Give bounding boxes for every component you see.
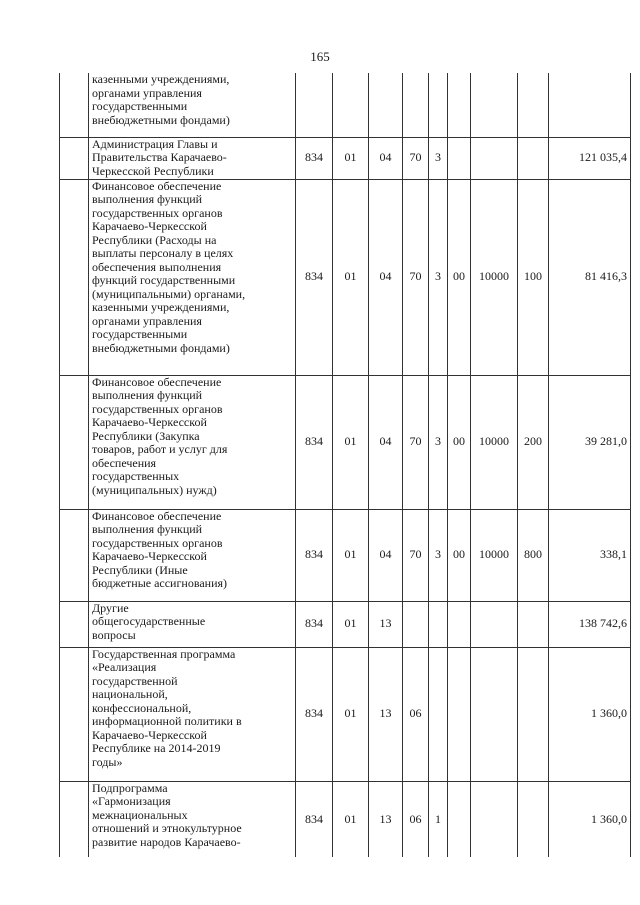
target-code-cell <box>471 601 518 647</box>
description-cell <box>89 73 296 137</box>
expense-type-cell <box>518 781 549 857</box>
direction-code-cell <box>448 781 471 857</box>
expense-type-cell <box>518 647 549 781</box>
description-line: Карачаево-Черкесской <box>92 415 207 429</box>
row-number-cell <box>60 781 89 857</box>
amount-cell: 81 416,3 <box>549 179 631 375</box>
direction-code-cell: 00 <box>448 509 471 601</box>
subprogram-code-cell: 3 <box>429 137 448 179</box>
program-code-cell: 06 <box>403 781 429 857</box>
description-line: Другие <box>92 601 129 615</box>
table-row <box>60 375 631 509</box>
description-line: развитие народов Карачаево- <box>92 834 241 849</box>
subprogram-code-cell: 1 <box>429 781 448 857</box>
description-line: Республики (Расходы на <box>92 232 217 247</box>
subsection-code-cell <box>369 73 403 137</box>
subprogram-code-cell <box>429 601 448 647</box>
table-row <box>60 73 631 137</box>
description-line: государственными <box>92 327 188 341</box>
subsection-code-cell: 04 <box>369 137 403 179</box>
description-line: внебюджетными фондами) <box>92 112 230 127</box>
description-line: выплаты персоналу в целях <box>92 246 234 260</box>
ministry-code-cell: 834 <box>296 647 333 781</box>
description-line: Карачаево-Черкесской <box>92 549 207 563</box>
subprogram-code-cell <box>429 73 448 137</box>
section-code-cell: 01 <box>333 601 369 647</box>
description-line: казенными учреждениями, <box>92 300 230 314</box>
program-code-cell: 70 <box>403 375 429 509</box>
amount-cell: 1 360,0 <box>549 781 631 857</box>
program-code-cell: 70 <box>403 509 429 601</box>
ministry-code-cell: 834 <box>296 375 333 509</box>
description-line: Республики (Закупка <box>92 428 200 443</box>
description-cell <box>89 601 296 647</box>
target-code-cell <box>471 137 518 179</box>
amount-cell: 39 281,0 <box>549 375 631 509</box>
row-number-cell <box>60 179 89 375</box>
table-row <box>60 601 631 647</box>
description-line: Правительства Карачаево- <box>92 150 227 164</box>
description-line: обеспечения <box>92 455 157 470</box>
description-line: Подпрограмма <box>92 781 168 795</box>
description-line: информационной политики в <box>92 714 242 728</box>
description-line: казенными учреждениями, <box>92 73 230 86</box>
description-line: межнациональных <box>92 807 188 822</box>
subprogram-code-cell: 3 <box>429 179 448 375</box>
description-line: государственных органов <box>92 535 223 550</box>
ministry-code-cell: 834 <box>296 781 333 857</box>
expense-type-cell: 100 <box>518 179 549 375</box>
amount-cell: 138 742,6 <box>549 601 631 647</box>
description-line: товаров, работ и услуг для <box>92 442 228 456</box>
table-row <box>60 137 631 179</box>
description-line: вопросы <box>92 627 136 642</box>
row-number-cell <box>60 137 89 179</box>
program-code-cell: 06 <box>403 647 429 781</box>
description-cell <box>89 375 296 509</box>
description-line: «Реализация <box>92 660 157 674</box>
table-row <box>60 781 631 857</box>
expense-type-cell: 800 <box>518 509 549 601</box>
description-line: государственных <box>92 469 180 483</box>
description-line: обеспечения выполнения <box>92 259 222 274</box>
description-line: «Гармонизация <box>92 794 171 808</box>
amount-cell: 1 360,0 <box>549 647 631 781</box>
description-cell <box>89 509 296 601</box>
subprogram-code-cell: 3 <box>429 509 448 601</box>
table-row <box>60 647 631 781</box>
description-line: (муниципальных) нужд) <box>92 482 217 497</box>
description-line: годы» <box>92 754 123 769</box>
subsection-code-cell: 04 <box>369 179 403 375</box>
description-line: внебюджетными фондами) <box>92 340 230 355</box>
target-code-cell: 10000 <box>471 179 518 375</box>
description-line: Черкесской Республики <box>92 163 214 178</box>
description-line: отношений и этнокультурное <box>92 821 242 835</box>
program-code-cell: 70 <box>403 179 429 375</box>
description-cell <box>89 137 296 179</box>
row-number-cell <box>60 375 89 509</box>
section-code-cell: 01 <box>333 647 369 781</box>
expense-type-cell <box>518 137 549 179</box>
description-cell <box>89 179 296 375</box>
description-line: Финансовое обеспечение <box>92 375 222 389</box>
subprogram-code-cell: 3 <box>429 375 448 509</box>
row-number-cell <box>60 647 89 781</box>
budget-table <box>59 73 631 857</box>
description-line: государственной <box>92 673 178 688</box>
row-number-cell <box>60 73 89 137</box>
section-code-cell <box>333 73 369 137</box>
section-code-cell: 01 <box>333 375 369 509</box>
description-line: Республике на 2014-2019 <box>92 741 221 755</box>
description-line: государственных органов <box>92 401 223 416</box>
direction-code-cell <box>448 137 471 179</box>
target-code-cell <box>471 781 518 857</box>
direction-code-cell <box>448 73 471 137</box>
table-body <box>60 73 631 857</box>
description-line: выполнения функций <box>92 388 203 402</box>
section-code-cell: 01 <box>333 179 369 375</box>
program-code-cell <box>403 73 429 137</box>
subsection-code-cell: 13 <box>369 781 403 857</box>
amount-cell: 338,1 <box>549 509 631 601</box>
ministry-code-cell <box>296 73 333 137</box>
target-code-cell <box>471 647 518 781</box>
ministry-code-cell: 834 <box>296 601 333 647</box>
table-row <box>60 509 631 601</box>
subsection-code-cell: 13 <box>369 647 403 781</box>
ministry-code-cell: 834 <box>296 179 333 375</box>
description-line: Республики (Иные <box>92 562 188 577</box>
row-number-cell <box>60 509 89 601</box>
row-number-cell <box>60 601 89 647</box>
subsection-code-cell: 04 <box>369 509 403 601</box>
description-line: национальной, <box>92 687 168 701</box>
ministry-code-cell: 834 <box>296 509 333 601</box>
description-line: органами управления <box>92 85 202 100</box>
description-line: Финансовое обеспечение <box>92 179 222 193</box>
target-code-cell: 10000 <box>471 509 518 601</box>
direction-code-cell <box>448 601 471 647</box>
description-line: общегосударственные <box>92 614 206 628</box>
description-line: Карачаево-Черкесской <box>92 219 207 233</box>
description-line: Карачаево-Черкесской <box>92 727 207 742</box>
direction-code-cell: 00 <box>448 179 471 375</box>
description-line: государственными <box>92 99 188 113</box>
expense-type-cell <box>518 73 549 137</box>
program-code-cell <box>403 601 429 647</box>
target-code-cell: 10000 <box>471 375 518 509</box>
page-number: 165 <box>310 49 330 64</box>
section-code-cell: 01 <box>333 781 369 857</box>
description-line: Государственная программа <box>92 647 236 661</box>
amount-cell: 121 035,4 <box>549 137 631 179</box>
direction-code-cell: 00 <box>448 375 471 509</box>
direction-code-cell <box>448 647 471 781</box>
description-line: органами управления <box>92 313 202 328</box>
description-line: выполнения функций <box>92 522 203 536</box>
table-row <box>60 179 631 375</box>
description-line: конфессиональной, <box>92 700 192 715</box>
program-code-cell: 70 <box>403 137 429 179</box>
subsection-code-cell: 13 <box>369 601 403 647</box>
subsection-code-cell: 04 <box>369 375 403 509</box>
section-code-cell: 01 <box>333 509 369 601</box>
description-cell <box>89 781 296 857</box>
description-line: (муниципальными) органами, <box>92 286 246 301</box>
section-code-cell: 01 <box>333 137 369 179</box>
description-line: выполнения функций <box>92 192 203 206</box>
description-line: Администрация Главы и <box>92 137 218 151</box>
expense-type-cell <box>518 601 549 647</box>
description-line: Финансовое обеспечение <box>92 509 222 523</box>
description-cell <box>89 647 296 781</box>
description-line: функций государственными <box>92 273 236 287</box>
description-line: государственных органов <box>92 205 223 220</box>
amount-cell <box>549 73 631 137</box>
ministry-code-cell: 834 <box>296 137 333 179</box>
description-line: бюджетные ассигнования) <box>92 576 228 590</box>
subprogram-code-cell <box>429 647 448 781</box>
target-code-cell <box>471 73 518 137</box>
expense-type-cell: 200 <box>518 375 549 509</box>
